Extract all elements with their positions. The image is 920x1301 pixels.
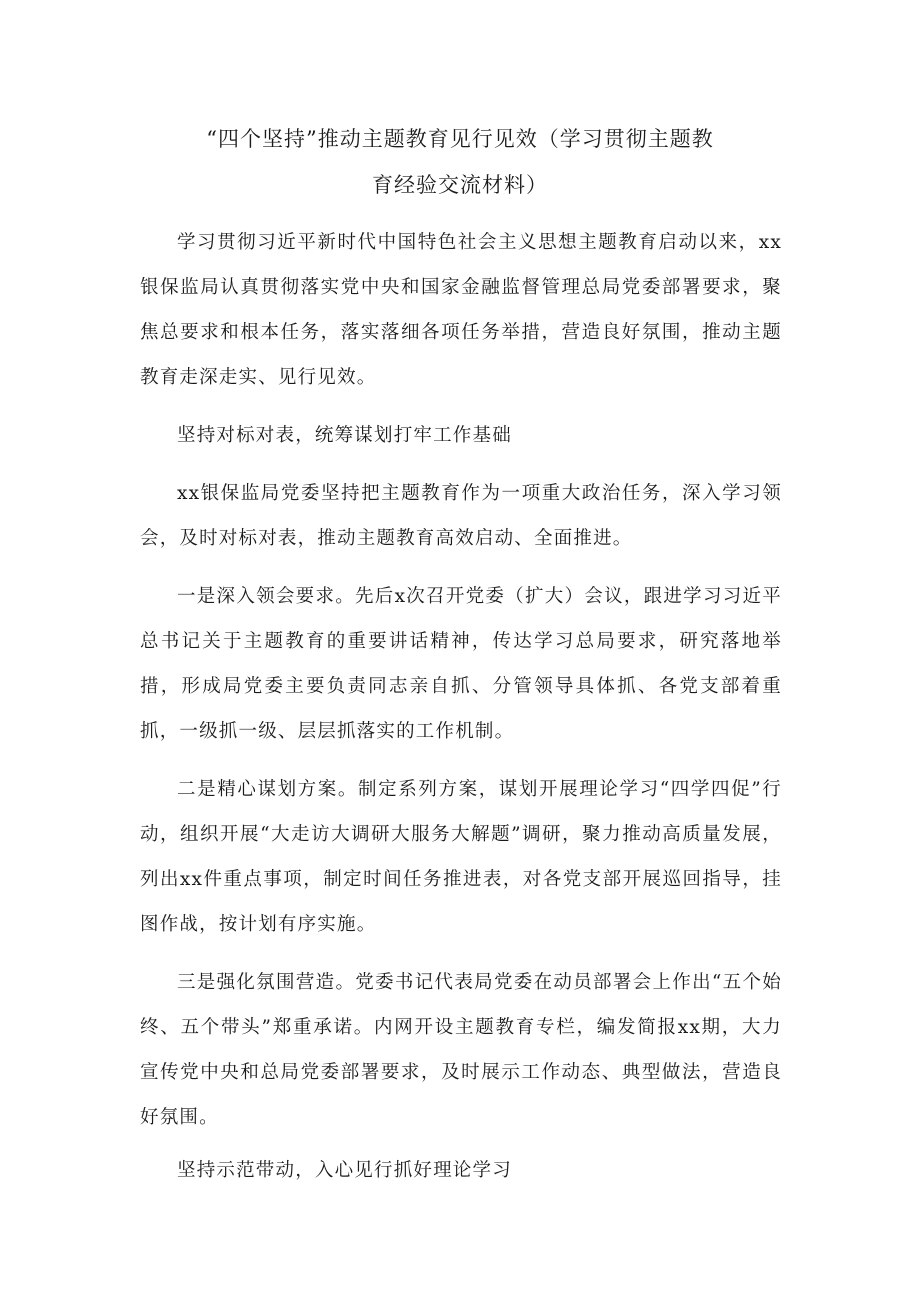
point-3-paragraph: 三是强化氛围营造。党委书记代表局党委在动员部署会上作出“五个始终、五个带头”郑重承诺。内网开设主题教育专栏，编发简报xx期，大力宣传党中央和总局党委部署要求，及时展示工作动态、典型做法，营造良好氛围。 [140, 972, 782, 1128]
point-1-paragraph: 一是深入领会要求。先后x次召开党委（扩大）会议，跟进学习习近平总书记关于主题教育的重要讲话精神，传达学习总局要求，研究落地举措，形成局党委主要负责同志亲自抓、分管领导具体抓、各党支部着重抓，一级抓一级、层层抓落实的工作机制。 [140, 586, 782, 742]
title-line-1: “四个坚持”推动主题教育见行见效（学习贯彻主题教 [206, 127, 714, 151]
section-heading-2: 坚持示范带动，入心见行抓好理论学习 [177, 1160, 512, 1181]
intro-paragraph: 学习贯彻习近平新时代中国特色社会主义思想主题教育启动以来，xx银保监局认真贯彻落实党中央和国家金融监督管理总局党委部署要求，聚焦总要求和根本任务，落实落细各项任务举措，营造良好氛围，推动主题教育走深走实、见行见效。 [140, 232, 782, 388]
document-title [140, 116, 780, 208]
section-1-intro-paragraph: xx银保监局党委坚持把主题教育作为一项重大政治任务，深入学习领会，及时对标对表，推动主题教育高效启动、全面推进。 [140, 483, 782, 549]
document-body [140, 220, 782, 1193]
title-line-2: 育经验交流材料） [372, 173, 548, 197]
point-2-paragraph: 二是精心谋划方案。制定系列方案，谋划开展理论学习“四学四促”行动，组织开展“大走访大调研大服务大解题”调研，聚力推动高质量发展，列出xx件重点事项，制定时间任务推进表，对各党支部开展巡回指导，挂图作战，按计划有序实施。 [140, 779, 782, 935]
section-heading-1: 坚持对标对表，统筹谋划打牢工作基础 [177, 425, 512, 446]
